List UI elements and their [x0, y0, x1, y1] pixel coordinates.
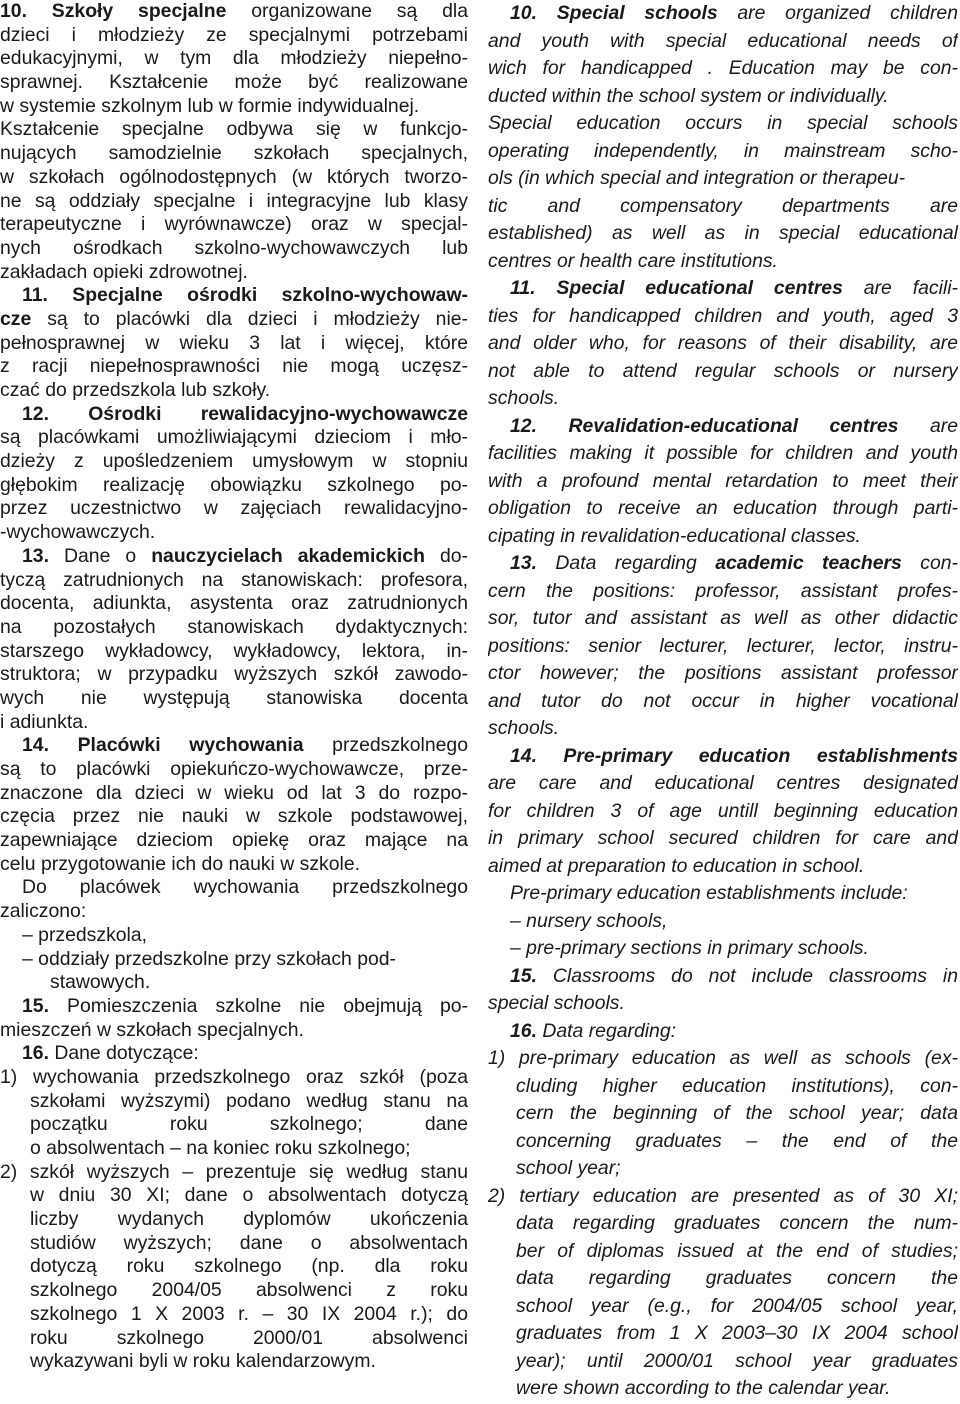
polish-text-line: wych nie występują stanowiska docenta [0, 686, 468, 709]
polish-text-line: mieszczeń w szkołach specjalnych. [0, 1018, 304, 1041]
polish-text-line: nych ośrodkach szkolno-wychowawczych lub [0, 236, 468, 259]
english-text-line: 12. Revalidation-educational centres are [510, 414, 958, 437]
polish-text-line: wykazywani byli w roku kalendarzowym. [30, 1350, 376, 1373]
polish-text-line: początku roku szkolnego; dane [30, 1113, 468, 1136]
polish-text-line: 15. Pomieszczenia szkolne nie obejmują po- [22, 994, 468, 1017]
english-text-line: school year; [516, 1157, 621, 1179]
english-text-line: year); until 2000/01 school year graduates [516, 1349, 958, 1372]
polish-text-line: 10. Szkoły specjalne organizowane są dla [0, 0, 468, 22]
polish-text-line: terapeutyczne i wyrównawcze) oraz w specjal- [0, 213, 468, 236]
polish-text-line: 12. Ośrodki rewalidacyjno-wychowawcze [22, 402, 468, 425]
english-text-line: operating independently, in mainstream scho- [488, 139, 958, 162]
polish-text-line: zapewniające dzieciom opiekę oraz mające na [0, 829, 468, 852]
polish-text-line: szkolnego 1 X 2003 r. – 30 IX 2004 r.); do [30, 1302, 468, 1325]
polish-text-line: 16. Dane dotyczące: [22, 1042, 199, 1065]
english-text-line: cipating in revalidation-educational classes. [488, 524, 861, 547]
polish-text-line: o absolwentach – na koniec roku szkolnego; [30, 1137, 411, 1159]
english-text-line: 14. Pre-primary education establishments [510, 744, 958, 767]
english-text-line: cern the positions: professor, assistant profes- [488, 579, 958, 602]
polish-text-line: na pozostałych stanowiskach dydaktycznych: [0, 615, 468, 638]
english-text-line: ctor however; the positions assistant professor [488, 662, 958, 684]
english-text-line: for children 3 of age untill beginning education [488, 799, 958, 822]
polish-text-line: ne są oddziały specjalne i integracyjne lub klasy [0, 189, 468, 212]
polish-text-line: roku szkolnego 2000/01 absolwenci [30, 1326, 468, 1349]
english-text-line: ber of diplomas issued at the end of studies; [516, 1239, 958, 1262]
polish-text-line: nujących samodzielnie szkołach specjalnych, [0, 142, 468, 165]
polish-text-line: 11. Specjalne ośrodki szkolno-wychowaw- [22, 284, 468, 307]
english-text-line: 15. Classrooms do not include classrooms in [510, 964, 958, 987]
english-text-line: cluding higher education institutions), con- [516, 1074, 958, 1097]
polish-text-line: są to placówki opiekuńczo-wychowawcze, prze- [0, 758, 468, 780]
english-column [488, 0, 958, 1403]
english-text-line: – pre-primary sections in primary schools. [510, 937, 869, 959]
english-text-line: aimed at preparation to education in school. [488, 854, 865, 877]
polish-text-line: sprawnej. Kształcenie może być realizowane [0, 71, 468, 94]
polish-text-line: 13. Dane o nauczycielach akademickich do- [22, 544, 468, 567]
polish-text-line: dzieży z upośledzeniem umysłowym w stopniu [0, 450, 468, 473]
english-text-line: and older who, for reasons of their disability, are [488, 332, 958, 354]
polish-text-line: studiów wyższych; dane o absolwentach [30, 1231, 468, 1254]
polish-text-line: stawowych. [50, 971, 151, 994]
english-text-line: Pre-primary education establishments include: [510, 882, 908, 904]
polish-text-line: znaczone dla dzieci w wieku od lat 3 do rozpo- [0, 781, 468, 804]
english-text-line: graduates from 1 X 2003–30 IX 2004 school [516, 1322, 958, 1344]
english-text-line: Special education occurs in special schools [488, 112, 958, 134]
polish-text-line: w systemie szkolnym lub w formie indywidualnej. [0, 94, 420, 117]
english-text-line: 1) pre-primary education as well as schools (ex- [488, 1047, 958, 1069]
english-text-line: ols (in which special and integration or therapeu- [488, 167, 906, 189]
polish-text-line: pełnosprawnej w wieku 3 lat i więcej, które [0, 331, 468, 354]
english-text-line: established) as well as in special educational [488, 222, 958, 244]
polish-column [0, 0, 468, 1374]
polish-text-line: dzieci i młodzieży ze specjalnymi potrzebami [0, 23, 468, 46]
polish-text-line: – przedszkola, [22, 923, 148, 946]
english-text-line: – nursery schools, [510, 909, 668, 932]
polish-text-line: przez uczestnictwo w zajęciach rewalidacyjno- [0, 497, 468, 520]
english-text-line: obligation to receive an education through parti- [488, 497, 958, 519]
polish-text-line: dotyczą roku szkolnego (np. dla roku [30, 1255, 468, 1278]
english-text-line: positions: senior lecturer, lecturer, lector, instru- [488, 634, 958, 657]
english-text-line: 10. Special schools are organized children [510, 2, 958, 24]
polish-text-line: czać do przedszkola lub szkoły. [0, 379, 271, 401]
english-text-line: ducted within the school system or individually. [488, 84, 889, 107]
polish-text-line: Do placówek wychowania przedszkolnego [22, 876, 468, 899]
polish-text-line: i adiunkta. [0, 710, 89, 733]
english-text-line: tic and compensatory departments are [488, 194, 958, 217]
english-text-line: and youth with special educational needs of [488, 29, 958, 52]
polish-text-line: tyczą zatrudnionych na stanowiskach: profesora, [0, 568, 468, 591]
polish-text-line: z racji niepełnosprawności nie mogą uczęsz- [0, 355, 468, 378]
polish-text-line: szkolnego 2004/05 absolwenci z roku [30, 1279, 468, 1302]
english-text-line: schools. [488, 717, 560, 739]
english-text-line: are care and educational centres designated [488, 772, 958, 794]
english-text-line: and tutor do not occur in higher vocational [488, 689, 958, 712]
polish-text-line: 14. Placówki wychowania przedszkolnego [22, 734, 468, 757]
english-text-line: 11. Special educational centres are facili- [510, 277, 958, 299]
english-text-line: facilities making it possible for children and youth [488, 442, 958, 464]
english-text-line: school year (e.g., for 2004/05 school year, [516, 1294, 958, 1317]
english-text-line: 2) tertiary education are presented as of 30 XI; [488, 1184, 958, 1207]
polish-text-line: zaliczono: [0, 900, 87, 923]
english-text-line: centres or health care institutions. [488, 249, 778, 272]
english-text-line: cern the beginning of the school year; data [516, 1102, 958, 1124]
polish-text-line: -wychowawczych. [0, 521, 156, 544]
polish-text-line: docenta, adiunkta, asystenta oraz zatrudnionych [0, 592, 468, 615]
english-text-line: concerning graduates – the end of the [516, 1129, 958, 1152]
polish-text-line: edukacyjnymi, w tym dla młodzieży niepełno- [0, 47, 468, 70]
english-text-line: sor, tutor and assistant as well as other didactic [488, 607, 958, 629]
polish-text-line: szkołami wyższymi) podano według stanu na [30, 1089, 468, 1112]
english-text-line: not able to attend regular schools or nursery [488, 359, 958, 382]
polish-text-line: starszego wykładowcy, wykładowcy, lektora, in- [0, 639, 468, 662]
polish-text-line: są placówkami umożliwiającymi dzieciom i mło- [0, 426, 468, 449]
english-text-line: were shown according to the calendar year. [516, 1377, 891, 1399]
polish-text-line: w dniu 30 XI; dane o absolwentach dotyczą [30, 1184, 468, 1207]
english-text-line: schools. [488, 387, 560, 409]
english-text-line: ties for handicapped children and youth, aged 3 [488, 304, 958, 327]
polish-text-line: cze są to placówki dla dzieci i młodzieży nie- [0, 307, 468, 330]
english-text-line: data regarding graduates concern the num- [516, 1212, 958, 1234]
polish-text-line: – oddziały przedszkolne przy szkołach pod- [22, 947, 396, 970]
english-text-line: with a profound mental retardation to meet their [488, 469, 958, 492]
english-text-line: data regarding graduates concern the [516, 1267, 958, 1289]
polish-text-line: liczby wydanych dyplomów ukończenia [30, 1208, 468, 1231]
polish-text-line: głębokim realizację obowiązku szkolnego po- [0, 473, 468, 496]
english-text-line: 13. Data regarding academic teachers con- [510, 552, 958, 574]
polish-text-line: w szkołach ogólnodostępnych (w których tworzo- [0, 165, 468, 188]
polish-text-line: częcia przez nie nauki w szkole podstawowej, [0, 805, 468, 828]
english-text-line: special schools. [488, 992, 625, 1014]
english-text-line: 16. Data regarding: [510, 1019, 677, 1042]
polish-text-line: struktora; w przypadku wyższych szkół zawodo- [0, 663, 468, 686]
english-text-line: wich for handicapped . Education may be con- [488, 57, 958, 79]
polish-text-line: Kształcenie specjalne odbywa się w funkcjo- [0, 118, 468, 141]
english-text-line: in primary school secured children for care and [488, 827, 958, 849]
polish-text-line: zakładach opieki zdrowotnej. [0, 260, 248, 283]
polish-text-line: celu przygotowanie ich do nauki w szkole. [0, 852, 360, 875]
polish-text-line: 1) wychowania przedszkolnego oraz szkół (poza [0, 1065, 468, 1088]
polish-text-line: 2) szkół wyższych – prezentuje się według stanu [0, 1160, 468, 1183]
